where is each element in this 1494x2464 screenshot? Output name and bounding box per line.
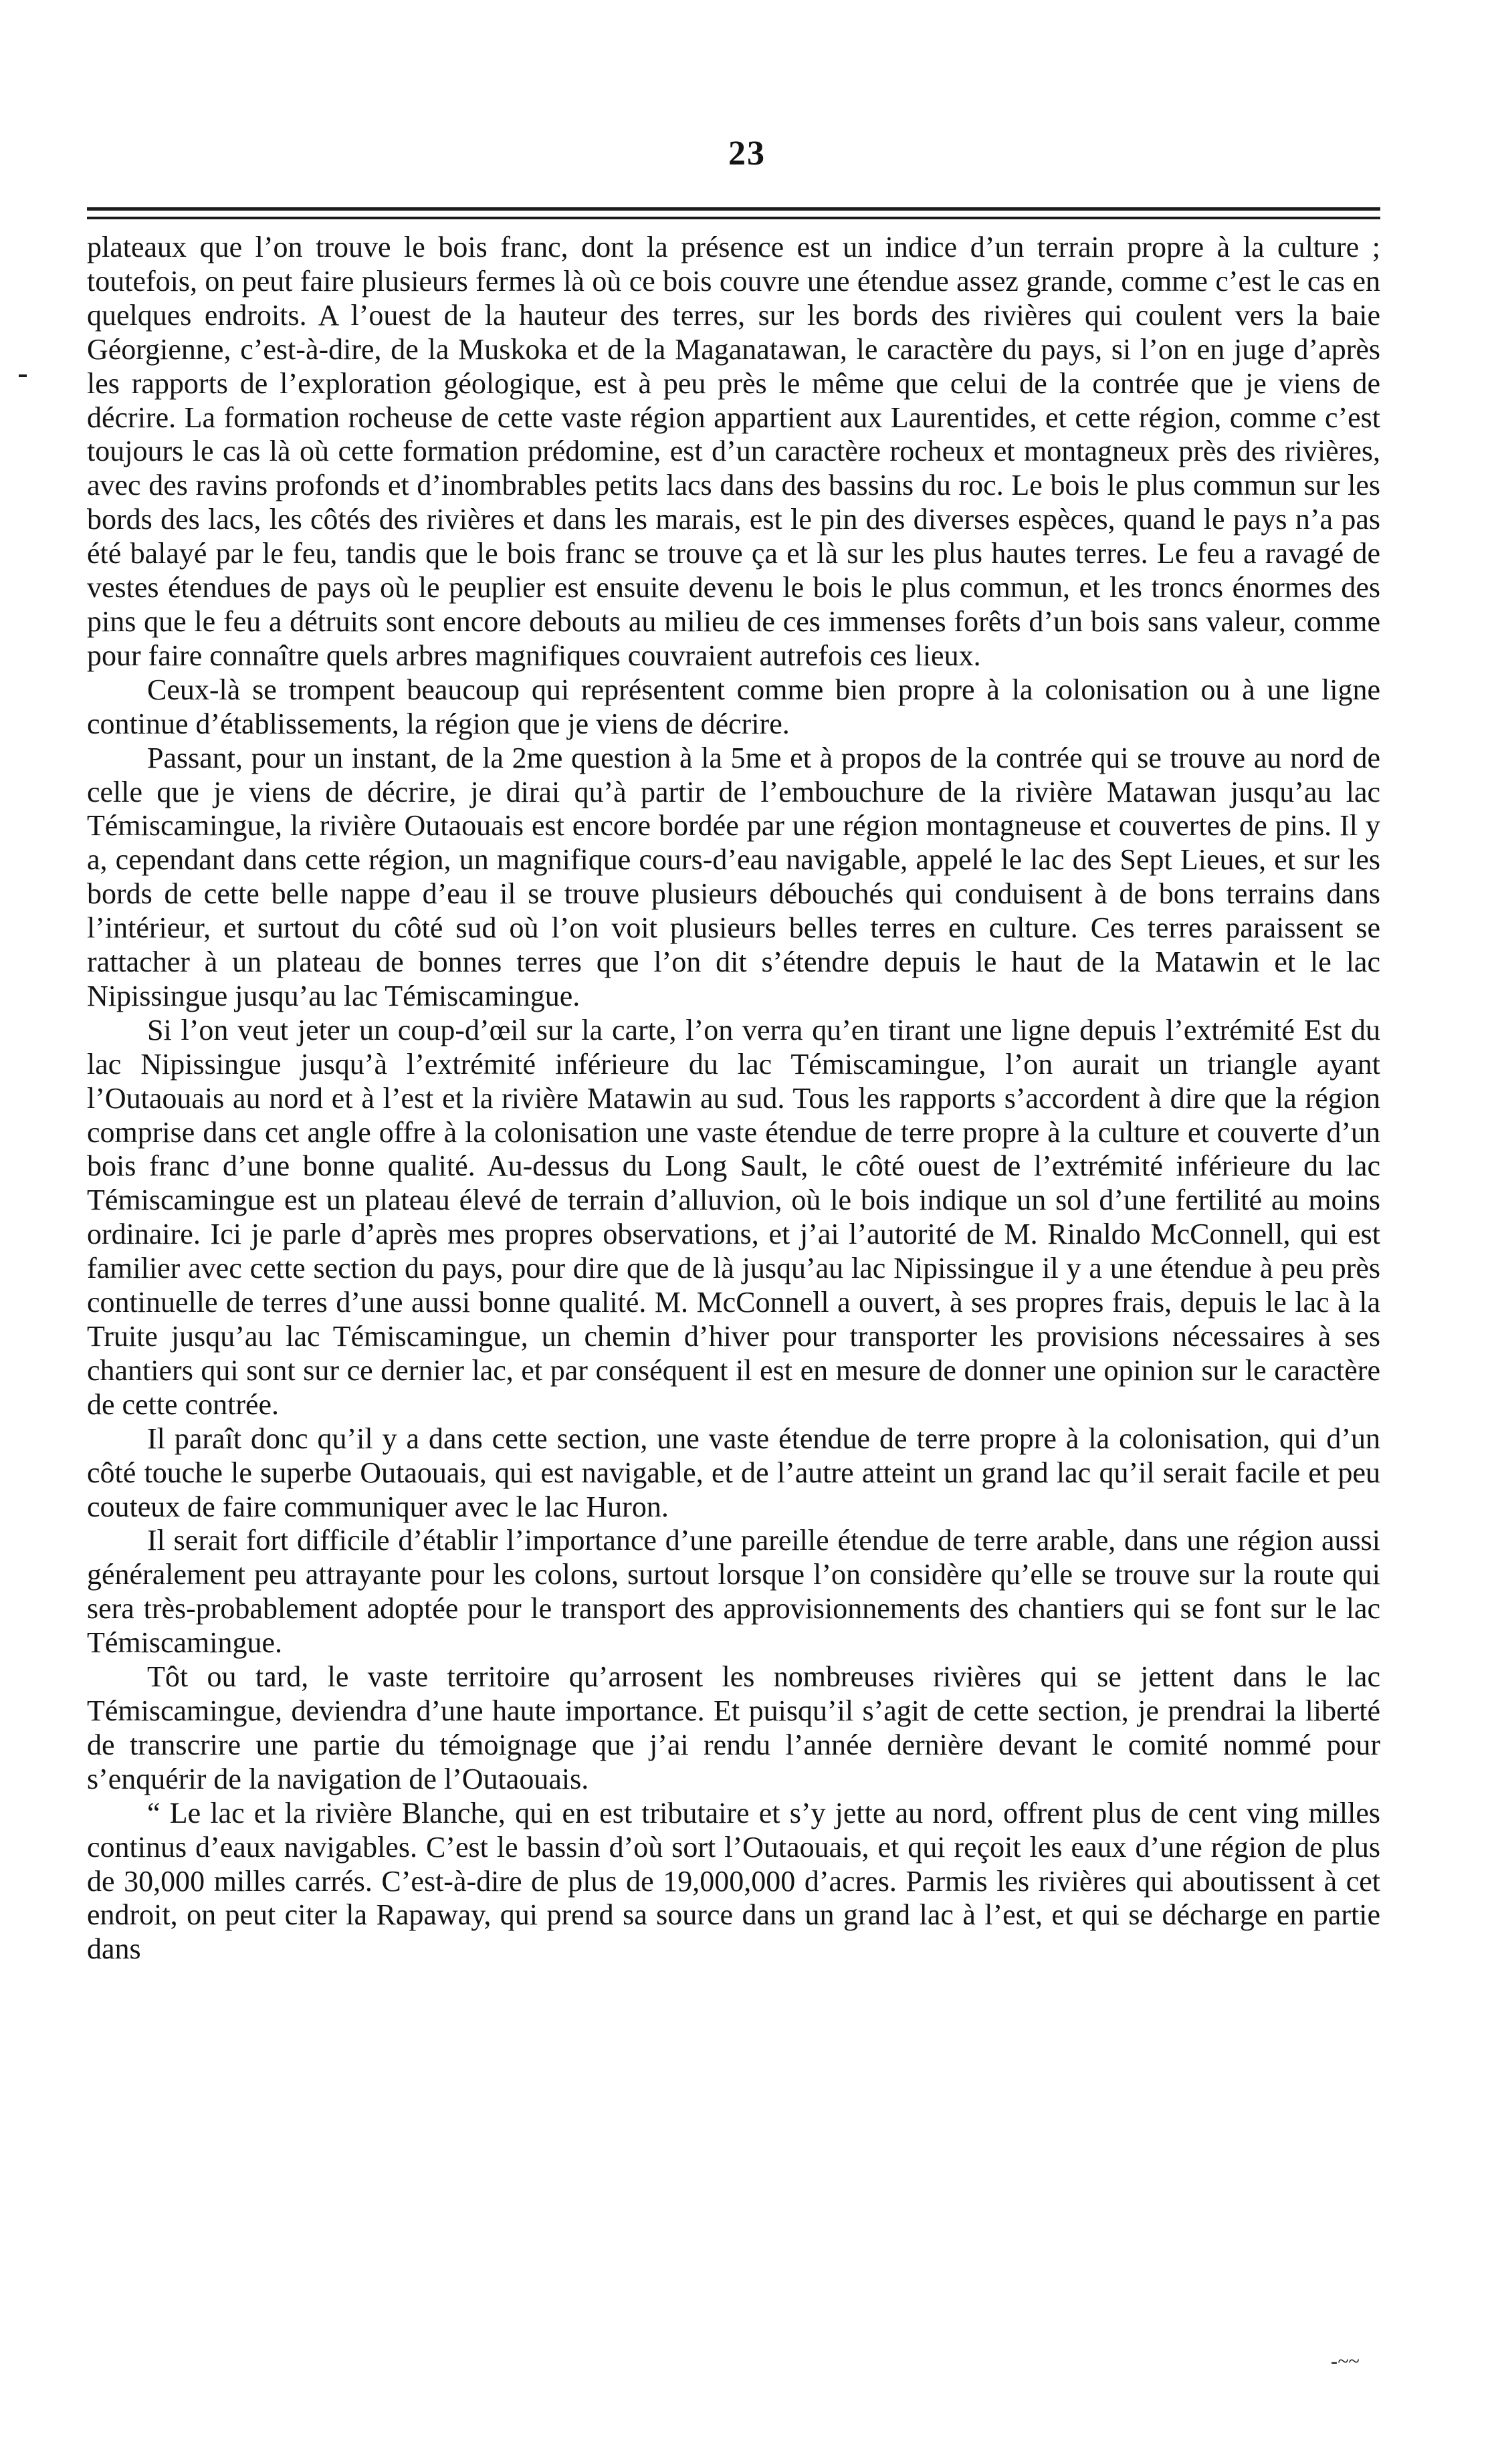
header-rule-thick [87,207,1380,211]
paragraph-8: “ Le lac et la rivière Blanche, qui en est tributaire et s’y jette au nord, offrent plus de cent ving milles continus d’eaux navigables. C’est le bassin d’où sort l’Outaouais, et qui reçoit les eaux d’une région de plus de 30,000 milles carrés. C’est-à-dire de plus de 19,000,000 d’acres. Parmis les rivières qui aboutissent à cet endroit, on peut citer la Rapaway, qui prend sa source dans un grand lac à l’est, et qui se décharge en partie dans [87,1796,1380,1966]
paragraph-5: Il paraît donc qu’il y a dans cette section, une vaste étendue de terre propre à la colonisation, qui d’un côté touche le superbe Outaouais, qui est navigable, et de l’autre atteint un grand lac qu’il serait facile et peu couteux de faire communiquer avec le lac Huron. [87,1422,1380,1523]
paragraph-3: Passant, pour un instant, de la 2me question à la 5me et à propos de la contrée qui se trouve au nord de celle que je viens de décrire, je dirai qu’à partir de l’embouchure de la rivière Matawan jusqu’au lac Témiscamingue, la rivière Outaouais est encore bordée par une région montagneuse et couvertes de pins. Il y a, cependant dans cette région, un magnifique cours-d’eau navigable, appelé le lac des Sept Lieues, et sur les bords de cette belle nappe d’eau il se trouve plusieurs débouchés qui conduisent à de bons terrains dans l’intérieur, et surtout du côté sud où l’on voit plusieurs belles terres en culture. Ces terres paraissent se rattacher à un plateau de bonnes terres que l’on dit s’étendre depuis le haut de la Matawin et le lac Nipissingue jusqu’au lac Témiscamingue. [87,741,1380,1012]
paragraph-7: Tôt ou tard, le vaste territoire qu’arrosent les nombreuses rivières qui se jettent dans le lac Témiscamingue, deviendra d’une haute importance. Et puisqu’il s’agit de cette section, je prendrai la liberté de transcrire une partie du témoignage que j’ai rendu l’année dernière devant le comité nommé pour s’enquérir de la navigation de l’Outaouais. [87,1660,1380,1795]
paragraph-6: Il serait fort difficile d’établir l’importance d’une pareille étendue de terre arable, dans une région aussi généralement peu attrayante pour les colons, surtout lorsque l’on considère qu’elle se trouve sur la route qui sera très-probablement adoptée pour le transport des approvisionnements des chantiers qui se font sur le lac Témiscamingue. [87,1524,1380,1660]
paragraph-2: Ceux-là se trompent beaucoup qui représentent comme bien propre à la colonisation ou à une ligne continue d’établissements, la région que je viens de décrire. [87,673,1380,740]
body-text [87,231,1380,1967]
paragraph-4: Si l’on veut jeter un coup-d’œil sur la carte, l’on verra qu’en tirant une ligne depuis l’extrémité Est du lac Nipissingue jusqu’à l’extrémité inférieure du lac Témiscamingue, l’on aurait un triangle ayant l’Outaouais au nord et à l’est et la rivière Matawin au sud. Tous les rapports s’accordent à dire que la région comprise dans cet angle offre à la colonisation une vaste étendue de terre propre à la culture et couverte d’un bois franc d’une bonne qualité. Au-dessus du Long Sault, le côté ouest de l’extrémité inférieure du lac Témiscamingue est un plateau élevé de terrain d’alluvion, où le bois indique un sol d’une fertilité au moins ordinaire. Ici je parle d’après mes propres observations, et j’ai l’autorité de M. Rinaldo McConnell, qui est familier avec cette section du pays, pour dire que de là jusqu’au lac Nipissingue il y a une étendue à peu près continuelle de terres d’une aussi bonne qualité. M. McConnell a ouvert, à ses propres frais, depuis le lac à la Truite jusqu’au lac Témiscamingue, un chemin d’hiver pour transporter les provisions nécessaires à ses chantiers qui sont sur ce dernier lac, et par conséquent il est en mesure de donner une opinion sur le caractère de cette contrée. [87,1013,1380,1421]
margin-mark [19,374,27,377]
page-number: 23 [728,134,766,173]
catchword: -~~ [1331,2350,1360,2372]
paragraph-1: plateaux que l’on trouve le bois franc, dont la présence est un indice d’un terrain propre à la culture ; toutefois, on peut faire plusieurs fermes là où ce bois couvre une étendue assez grande, comme c’est le cas en quelques endroits. A l’ouest de la hauteur des terres, sur les bords des rivières qui coulent vers la baie Géorgienne, c’est-à-dire, de la Muskoka et de la Maganatawan, le caractère du pays, si l’on en juge d’après les rapports de l’exploration géologique, est à peu près le même que celui de la contrée que je viens de décrire. La formation rocheuse de cette vaste région appartient aux Laurentides, et cette région, comme c’est toujours le cas là où cette formation prédomine, est d’un caractère rocheux et montagneux près des rivières, avec des ravins profonds et d’inombrables petits lacs dans des bassins du roc. Le bois le plus commun sur les bords des lacs, les côtés des rivières et dans les marais, est le pin des diverses espèces, quand le pays n’a pas été balayé par le feu, tandis que le bois franc se trouve ça et là sur les plus hautes terres. Le feu a ravagé de vestes étendues de pays où le peuplier est ensuite devenu le bois le plus commun, et les troncs énormes des pins que le feu a détruits sont encore debouts au milieu de ces immenses forêts d’un bois sans valeur, comme pour faire connaître quels arbres magnifiques couvraient autrefois ces lieux. [87,231,1380,672]
header-rule-thin [87,217,1380,219]
